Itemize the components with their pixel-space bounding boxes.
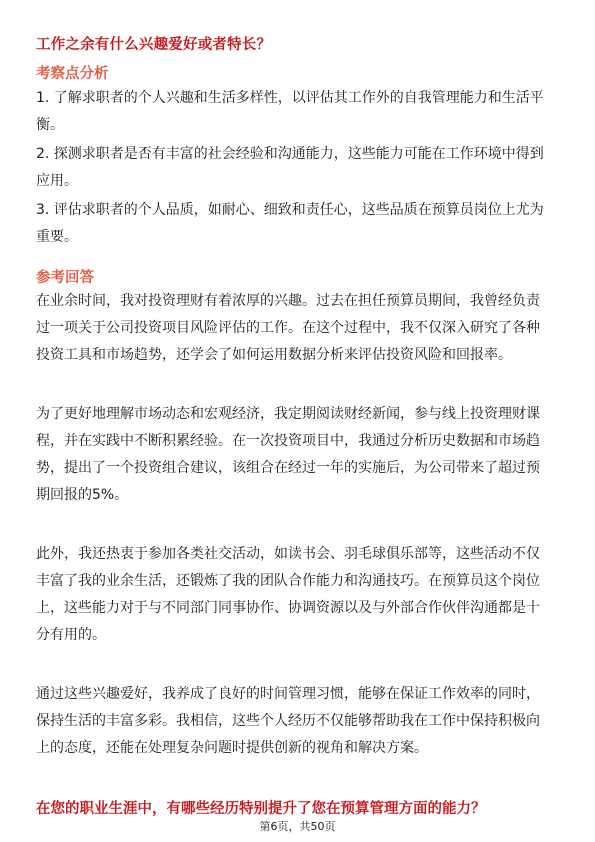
answer-paragraph	[36, 541, 561, 649]
answer-line: 为了更好地理解市场动态和宏观经济，我定期阅读财经新闻，参与线上投资理财课	[36, 406, 540, 422]
analysis-item	[36, 85, 561, 139]
analysis-heading: 考察点分析	[36, 66, 109, 82]
analysis-item-line: 1. 了解求职者的个人兴趣和生活多样性，以评估其工作外的自我管理能力和生活平	[36, 90, 544, 106]
question-title: 工作之余有什么兴趣爱好或者特长？	[36, 37, 272, 53]
analysis-item-line: 衡。	[36, 117, 64, 133]
answer-paragraph	[36, 681, 561, 762]
answer-paragraph	[36, 288, 561, 369]
answer-line: 势，提出了一个投资组合建议，该组合在经过一年的实施后，为公司带来了超过预	[36, 460, 540, 476]
answer-line: 分有用的。	[36, 627, 106, 643]
answer-line: 期回报的5%。	[36, 487, 129, 503]
analysis-item-line: 重要。	[36, 229, 78, 245]
analysis-item-line: 2. 探测求职者是否有丰富的社会经验和沟通能力，这些能力可能在工作环境中得到	[36, 146, 544, 162]
answer-line: 程，并在实践中不断积累经验。在一次投资项目中，我通过分析历史数据和市场趋	[36, 433, 540, 449]
answer-line: 投资工具和市场趋势，还学会了如何运用数据分析来评估投资风险和回报率。	[36, 347, 512, 363]
answer-line: 丰富了我的业余生活，还锻炼了我的团队合作能力和沟通技巧。在预算员这个岗位	[36, 573, 540, 589]
answer-line: 通过这些兴趣爱好，我养成了良好的时间管理习惯，能够在保证工作效率的同时，	[36, 686, 540, 702]
analysis-item-line: 3. 评估求职者的个人品质，如耐心、细致和责任心，这些品质在预算员岗位上尤为	[36, 202, 544, 218]
answer-paragraph	[36, 401, 561, 509]
answer-line: 在业余时间，我对投资理财有着浓厚的兴趣。过去在担任预算员期间，我曾经负责	[36, 293, 540, 309]
analysis-item	[36, 141, 561, 195]
answer-line: 上，这些能力对于与不同部门同事协作、协调资源以及与外部合作伙伴沟通都是十	[36, 600, 540, 616]
answer-line: 此外，我还热衷于参加各类社交活动，如读书会、羽毛球俱乐部等，这些活动不仅	[36, 546, 540, 562]
analysis-item	[36, 197, 561, 251]
analysis-item-line: 应用。	[36, 173, 78, 189]
page-number-footer: 第6页，共50页	[259, 820, 336, 833]
next-question-title: 在您的职业生涯中，有哪些经历特别提升了您在预算管理方面的能力？	[36, 801, 486, 817]
answer-line: 保持生活的丰富多彩。我相信，这些个人经历不仅能够帮助我在工作中保持积极向	[36, 713, 540, 729]
answer-heading: 参考回答	[36, 270, 94, 286]
answer-line: 上的态度，还能在处理复杂问题时提供创新的视角和解决方案。	[36, 740, 428, 756]
answer-line: 过一项关于公司投资项目风险评估的工作。在这个过程中，我不仅深入研究了各种	[36, 320, 540, 336]
